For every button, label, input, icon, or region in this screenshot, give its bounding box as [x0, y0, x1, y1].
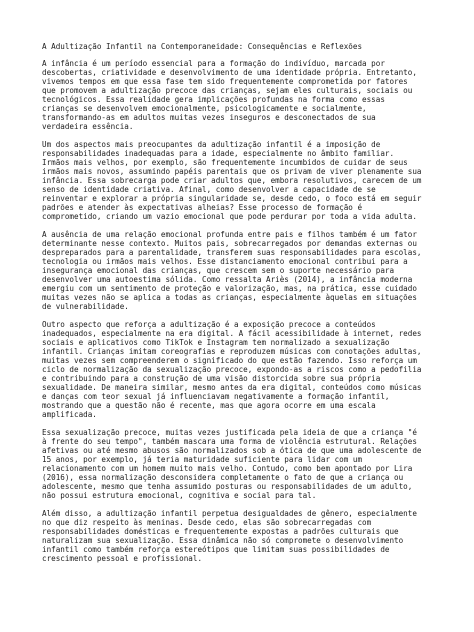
- paragraph-line: crescimento pessoal e profissional.: [42, 554, 203, 563]
- paragraph: [42, 140, 449, 221]
- paragraph-line: (2016), essa normalização desconsidera completamente o fato de que a criança ou: [42, 473, 404, 482]
- paragraph-line: padrões e atender às expectativas alheias? Esse processo de formação é: [42, 203, 363, 212]
- paragraph: [42, 59, 449, 131]
- paragraph: [42, 428, 449, 500]
- document-body: [42, 59, 449, 563]
- paragraph-line: de vulnerabilidade.: [42, 302, 129, 311]
- paragraph-line: e contribuindo para a construção de uma visão distorcida sobre sua própria: [42, 374, 381, 383]
- paragraph-line: transformando-as em adultos muitas vezes inseguros e desconectados de sua: [42, 113, 376, 122]
- paragraph-line: A infância é um período essencial para a formação do indivíduo, marcada por: [42, 59, 385, 68]
- paragraph-line: relacionamento com um homem muito mais velho. Contudo, como bem apontado por Lira: [42, 464, 413, 473]
- paragraph-line: desenvolver uma autoestima sólida. Como ressalta Ariès (2014), a infância moderna: [42, 275, 413, 284]
- paragraph-line: vivemos tempos em que essa fase tem sido frequentemente comprometida por fatores: [42, 77, 408, 86]
- paragraph-line: sociais e aplicativos como TikTok e Instagram tem normalizado a sexualização: [42, 338, 390, 347]
- paragraph-line: muitas vezes não se aplica a todas as crianças, especialmente àquelas em situações: [42, 293, 417, 302]
- paragraph-line: determinante nesse contexto. Muitos pais, sobrecarregados por demandas externas ou: [42, 239, 417, 248]
- paragraph-line: não possui estrutura emocional, cognitiva e social para tal.: [42, 491, 317, 500]
- paragraph-line: tecnologia ou irmãos mais velhos. Esse distanciamento emocional contribui para a: [42, 257, 408, 266]
- paragraph-line: afetivas ou até mesmo abusos são normalizados sob a ótica de que uma adolescente de: [42, 446, 422, 455]
- paragraph: [42, 509, 449, 563]
- paragraph-line: infantil como também reforça estereótipos que limitam suas possibilidades de: [42, 545, 390, 554]
- paragraph-line: verdadeira essência.: [42, 122, 134, 131]
- paragraph-line: infantil. Crianças imitam coreografias e reproduzem músicas com conotações adultas,: [42, 347, 422, 356]
- paragraph-line: 15 anos, por exemplo, já teria maturidade suficiente para lidar com um: [42, 455, 363, 464]
- paragraph-line: mostrando que a questão não é recente, mas que agora ocorre em uma escala: [42, 401, 376, 410]
- paragraph-line: à frente do seu tempo", também mascara uma forma de violência estrutural. Relações: [42, 437, 417, 446]
- paragraph-line: Além disso, a adultização infantil perpetua desigualdades de gênero, especialmente: [42, 509, 417, 518]
- paragraph-line: comprometido, criando um vazio emocional que pode perdurar por toda a vida adulta.: [42, 212, 417, 221]
- paragraph-line: e danças com teor sexual já influenciavam negativamente a formação infantil,: [42, 392, 390, 401]
- paragraph-line: ciclo de normalização da sexualização precoce, expondo-as a riscos como a pedofilia: [42, 365, 422, 374]
- paragraph-line: crianças se desenvolvem emocionalmente, psicologicamente e socialmente,: [42, 104, 367, 113]
- paragraph: [42, 230, 449, 311]
- paragraph-line: reinventar e explorar a própria singularidade se, desde cedo, o foco está em seguir: [42, 194, 422, 203]
- paragraph-line: Irmãos mais velhos, por exemplo, são frequentemente incumbidos de cuidar de seus: [42, 158, 408, 167]
- paragraph-line: amplificada.: [42, 410, 97, 419]
- paragraph-line: irmãos mais novos, assumindo papéis parentais que os privam de viver plenamente sua: [42, 167, 422, 176]
- paragraph-line: naturalizam sua sexualização. Essa dinâmica não só compromete o desenvolvimento: [42, 536, 404, 545]
- paragraph-line: tecnológicos. Essa realidade gera implicações profundas na forma como essas: [42, 95, 385, 104]
- document-title: A Adultização Infantil na Contemporaneidade: Consequências e Reflexões: [42, 42, 363, 51]
- paragraph-line: muitas vezes sem compreenderem o significado do que estão fazendo. Isso reforça um: [42, 356, 417, 365]
- paragraph-line: responsabilidades inadequadas para a idade, especialmente no âmbito familiar.: [42, 149, 395, 158]
- paragraph-line: responsabilidades domésticas e frequentemente expostas a padrões culturais que: [42, 527, 399, 536]
- paragraph-line: no que diz respeito às meninas. Desde cedo, elas são sobrecarregadas com: [42, 518, 372, 527]
- paragraph-line: Outro aspecto que reforça a adultização é a exposição precoce a conteúdos: [42, 320, 376, 329]
- paragraph-line: senso de identidade criativa. Afinal, como desenvolver a capacidade de se: [42, 185, 376, 194]
- paragraph-line: adolescente, mesmo que tenha assumido posturas ou responsabilidades de um adulto,: [42, 482, 413, 491]
- paragraph-line: insegurança emocional das crianças, que crescem sem o suporte necessário para: [42, 266, 395, 275]
- paragraph-line: infância. Essa sobrecarga pode criar adultos que, embora resolutivos, carecem de um: [42, 176, 422, 185]
- paragraph-line: que promovem a adultização precoce das crianças, sejam eles culturais, sociais ou: [42, 86, 413, 95]
- paragraph-line: Um dos aspectos mais preocupantes da adultização infantil é a imposição de: [42, 140, 381, 149]
- paragraph-line: despreparados para a parentalidade, transferem suas responsabilidades para escolas,: [42, 248, 422, 257]
- paragraph-line: emergiu com um sentimento de proteção e valorização, mas, na prática, esse cuidado: [42, 284, 417, 293]
- paragraph-line: A ausência de uma relação emocional profunda entre pais e filhos também é um fator: [42, 230, 417, 239]
- paragraph: [42, 320, 449, 419]
- paragraph-line: sexualidade. De maneira similar, mesmo antes da era digital, conteúdos como músicas: [42, 383, 422, 392]
- paragraph-line: descobertas, criatividade e desenvolvimento de uma identidade própria. Entretanto,: [42, 68, 417, 77]
- paragraph-line: Essa sexualização precoce, muitas vezes justificada pela ideia de que a criança "é: [42, 428, 417, 437]
- paragraph-line: inadequados, especialmente na era digital. A fácil acessibilidade à internet, redes: [42, 329, 422, 338]
